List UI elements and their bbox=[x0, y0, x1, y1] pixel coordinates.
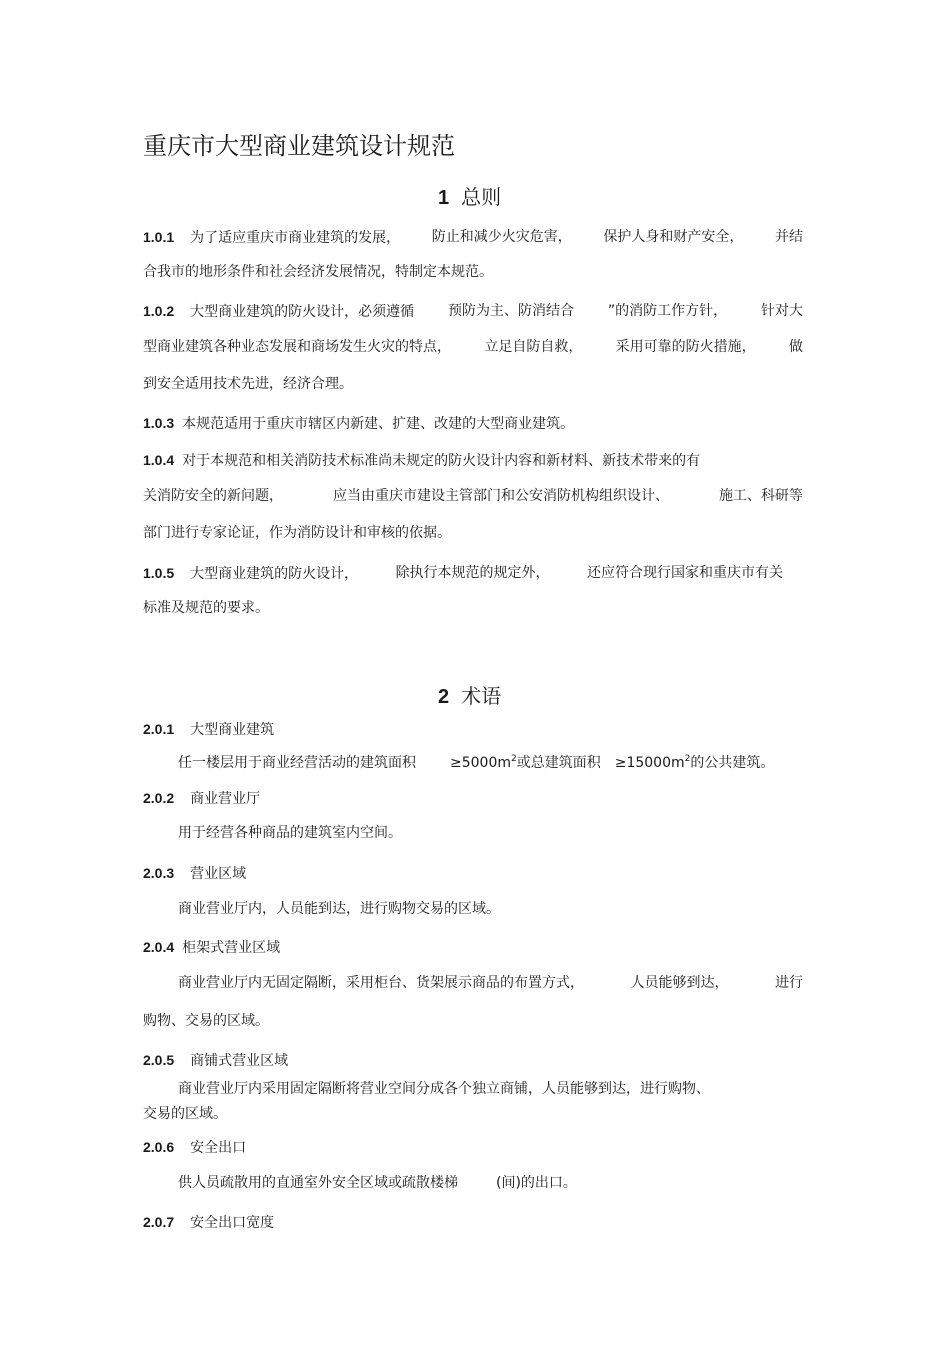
superscript: 2 bbox=[511, 754, 517, 764]
term-2-0-1-definition bbox=[178, 750, 774, 772]
text-segment: 供人员疏散用的直通室外安全区域或疏散楼梯 bbox=[178, 1175, 458, 1191]
text-segment: 并结 bbox=[774, 229, 803, 245]
text-segment: 或总建筑面积 bbox=[516, 755, 601, 771]
text-segment: 立足自防自救， bbox=[484, 339, 583, 355]
text-segment: 做 bbox=[788, 339, 803, 355]
clause-number: 2.0.1 bbox=[143, 721, 175, 737]
text-segment: 针对大 bbox=[760, 303, 803, 319]
clause-number: 1.0.2 bbox=[143, 303, 175, 319]
clause-number: 1.0.5 bbox=[143, 565, 175, 581]
text-segment: ≥15000m bbox=[614, 755, 685, 771]
clause-1-0-2-line-2 bbox=[143, 338, 803, 356]
term-name: 商业营业厅 bbox=[190, 791, 261, 807]
term-name: 大型商业建筑 bbox=[190, 722, 275, 738]
clause-1-0-5-line-2: 标准及规范的要求。 bbox=[143, 600, 269, 616]
text-segment: 任一楼层用于商业经营活动的建筑面积 bbox=[178, 755, 416, 771]
clause-1-0-4-line-1 bbox=[143, 451, 700, 470]
text-segment: 大型商业建筑的防火设计，必须遵循 bbox=[190, 304, 415, 320]
clause-1-0-1-line-2: 合我市的地形条件和社会经济发展情况，特制定本规范。 bbox=[143, 264, 493, 280]
clause-number: 2.0.2 bbox=[143, 790, 175, 806]
term-2-0-6-definition bbox=[178, 1174, 577, 1192]
term-name: 商铺式营业区域 bbox=[190, 1053, 289, 1069]
term-2-0-6 bbox=[143, 1138, 246, 1157]
term-name: 柜架式营业区域 bbox=[182, 940, 281, 956]
text-segment: (间)的出口。 bbox=[496, 1175, 577, 1191]
text-segment: 应当由重庆市建设主管部门和公安消防机构组织设计、 bbox=[333, 488, 669, 504]
text-segment: 进行 bbox=[775, 975, 803, 991]
text-segment: 关消防安全的新问题， bbox=[143, 488, 283, 504]
text-segment: 型商业建筑各种业态发展和商场发生火灾的特点， bbox=[143, 339, 451, 355]
clause-number: 2.0.4 bbox=[143, 939, 175, 955]
term-2-0-4-definition-line-2: 购物、交易的区域。 bbox=[143, 1013, 269, 1029]
clause-number: 1.0.1 bbox=[143, 229, 175, 245]
chapter-2-title: 术语 bbox=[461, 684, 502, 708]
term-2-0-5 bbox=[143, 1051, 288, 1070]
clause-number: 1.0.4 bbox=[143, 452, 175, 468]
term-name: 营业区域 bbox=[190, 866, 247, 882]
clause-1-0-4-line-3: 部门进行专家论证，作为消防设计和审核的依据。 bbox=[143, 525, 451, 541]
chapter-2-number: 2 bbox=[438, 686, 450, 708]
text-segment: 除执行本规范的规定外， bbox=[395, 565, 550, 581]
term-2-0-2-definition: 用于经营各种商品的建筑室内空间。 bbox=[178, 825, 402, 841]
clause-number: 2.0.5 bbox=[143, 1052, 175, 1068]
text-segment: 防止和减少火灾危害， bbox=[431, 229, 572, 245]
text-segment: ≥5000m bbox=[450, 755, 511, 771]
document-title: 重庆市大型商业建筑设计规范 bbox=[143, 132, 455, 160]
term-name: 安全出口宽度 bbox=[190, 1215, 275, 1231]
text-segment: ”的消防工作方针， bbox=[607, 303, 728, 319]
clause-1-0-4-line-2 bbox=[143, 487, 803, 505]
text-segment: 对于本规范和相关消防技术标准尚未规定的防火设计内容和新材料、新技术带来的有 bbox=[182, 453, 701, 469]
clause-number: 1.0.3 bbox=[143, 415, 175, 431]
clause-number: 2.0.7 bbox=[143, 1214, 175, 1230]
clause-number: 2.0.3 bbox=[143, 865, 175, 881]
clause-1-0-2-line-3: 到安全适用技术先进，经济合理。 bbox=[143, 376, 353, 392]
term-2-0-3 bbox=[143, 864, 246, 883]
term-2-0-7 bbox=[143, 1213, 274, 1232]
text-segment: 采用可靠的防火措施， bbox=[615, 339, 756, 355]
chapter-1-heading bbox=[438, 181, 501, 210]
text-segment: 为了适应重庆市商业建筑的发展， bbox=[190, 230, 401, 246]
superscript: 2 bbox=[684, 754, 691, 764]
text-segment: 保护人身和财产安全， bbox=[603, 229, 744, 245]
term-name: 安全出口 bbox=[190, 1140, 247, 1156]
clause-1-0-2-line-1 bbox=[143, 302, 803, 321]
chapter-1-number: 1 bbox=[438, 187, 450, 209]
text-segment: 大型商业建筑的防火设计， bbox=[190, 566, 359, 582]
text-segment: 商业营业厅内无固定隔断，采用柜台、货架展示商品的布置方式， bbox=[178, 975, 584, 991]
text-segment: 的公共建筑。 bbox=[690, 755, 775, 771]
text-segment: 本规范适用于重庆市辖区内新建、扩建、改建的大型商业建筑。 bbox=[182, 416, 575, 432]
text-segment: 预防为主、防消结合 bbox=[448, 303, 574, 319]
term-2-0-4-definition-line-1 bbox=[178, 974, 803, 992]
term-2-0-4 bbox=[143, 938, 280, 957]
term-2-0-5-definition-line-2: 交易的区域。 bbox=[143, 1106, 227, 1122]
chapter-2-heading bbox=[438, 680, 501, 709]
term-2-0-1 bbox=[143, 720, 274, 739]
clause-1-0-5-line-1 bbox=[143, 564, 783, 583]
clause-1-0-1-line-1 bbox=[143, 228, 803, 247]
text-segment: 施工、科研等 bbox=[719, 488, 803, 504]
clause-1-0-3 bbox=[143, 414, 574, 433]
term-2-0-2 bbox=[143, 789, 260, 808]
term-2-0-3-definition: 商业营业厅内，人员能到达，进行购物交易的区域。 bbox=[178, 901, 500, 917]
text-segment: 人员能够到达， bbox=[630, 975, 729, 991]
text-segment: 还应符合现行国家和重庆市有关 bbox=[586, 565, 783, 581]
clause-number: 2.0.6 bbox=[143, 1139, 175, 1155]
term-2-0-5-definition-line-1: 商业营业厅内采用固定隔断将营业空间分成各个独立商铺，人员能够到达，进行购物、 bbox=[178, 1081, 710, 1097]
chapter-1-title: 总则 bbox=[461, 185, 502, 209]
